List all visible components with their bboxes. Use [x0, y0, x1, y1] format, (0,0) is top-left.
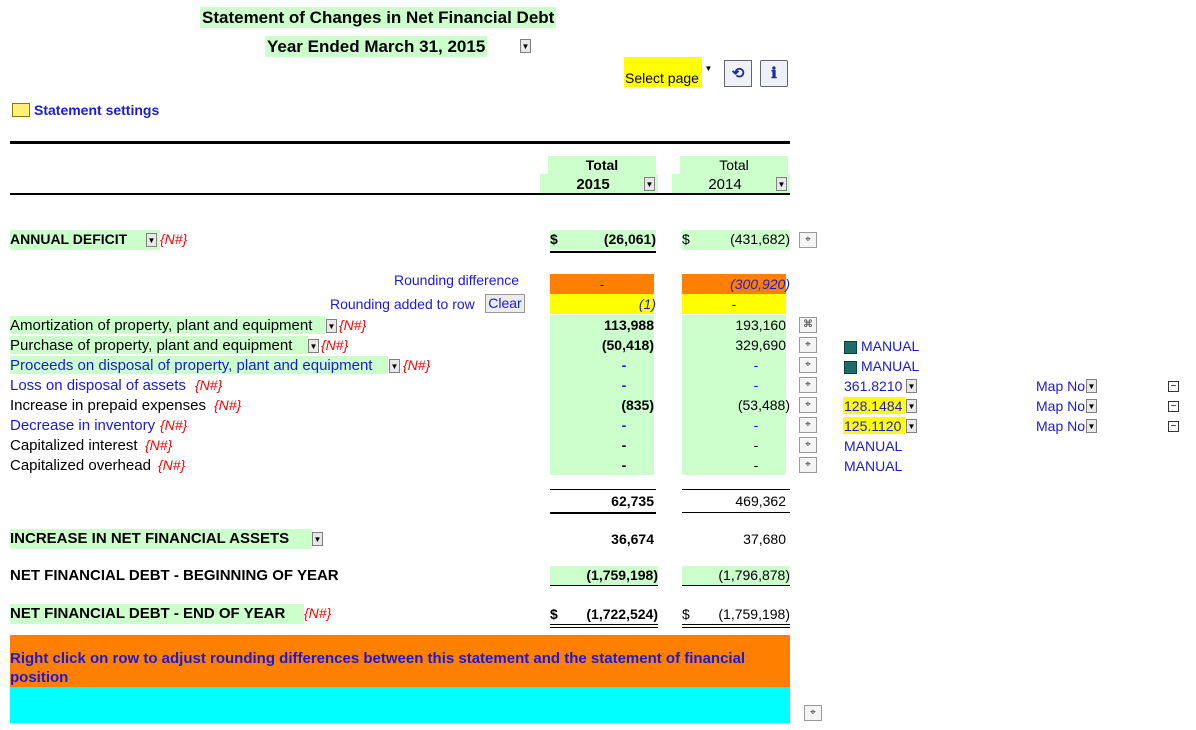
cell-button-icon[interactable]: ⌖ [799, 357, 817, 373]
row-dropdown[interactable]: ▼ [389, 359, 400, 373]
row-current: - [621, 417, 627, 433]
notice-panel [10, 635, 790, 687]
ending-label: NET FINANCIAL DEBT - END OF YEAR [10, 605, 286, 622]
manual-icon [844, 341, 857, 354]
rounding-difference-prior: (300,920) [730, 276, 790, 292]
rounding-added-current: (1) [638, 296, 656, 312]
cell-button-icon[interactable]: ⌘ [799, 317, 817, 333]
row-note-dropdown[interactable]: ▼ [906, 379, 917, 393]
cell-button-icon[interactable]: ⌖ [799, 377, 817, 393]
map-no-dropdown[interactable]: ▼ [1086, 419, 1097, 433]
row-note-code[interactable]: 128.1484 [844, 398, 903, 414]
beginning-label: NET FINANCIAL DEBT - BEGINNING OF YEAR [10, 567, 339, 584]
row-current: 113,988 [604, 317, 654, 333]
collapse-icon[interactable]: − [1168, 401, 1179, 412]
table-row-label[interactable]: Proceeds on disposal of property, plant and equipment [10, 357, 373, 374]
collapse-icon[interactable]: − [1168, 421, 1179, 432]
row-note[interactable] [844, 358, 919, 374]
row-tag: {N#} [339, 317, 367, 333]
increase-dropdown[interactable]: ▼ [312, 532, 323, 546]
rounding-added-prior: - [731, 296, 737, 312]
col-current-title: Total [585, 157, 619, 173]
cell-button-icon[interactable]: ⌖ [804, 705, 822, 721]
rounding-added-label: Rounding added to row [330, 296, 475, 312]
table-row-label[interactable]: Capitalized interest [10, 437, 138, 454]
refresh-icon[interactable]: ⟲ [724, 60, 752, 87]
increase-prior: 37,680 [743, 531, 786, 547]
cell-button-icon[interactable]: ⌖ [799, 337, 817, 353]
row-note-text: MANUAL [861, 358, 920, 374]
map-no-label[interactable]: Map No [1036, 398, 1086, 414]
select-page-dropdown[interactable]: ▼ [704, 64, 713, 73]
period-dropdown[interactable]: ▼ [520, 39, 531, 53]
collapse-icon[interactable]: − [1168, 381, 1179, 392]
subtotal-prior-rule [682, 489, 790, 490]
ending-current: (1,722,524) [586, 606, 658, 622]
annual-deficit-prior: (431,682) [730, 231, 790, 247]
header-rule [10, 193, 790, 195]
annual-deficit-current-dollar: $ [550, 231, 558, 247]
row-prior: - [753, 457, 759, 473]
row-current: - [621, 437, 627, 453]
ending-current-underline-2 [550, 627, 658, 628]
cell-button-icon[interactable]: ⌖ [799, 417, 817, 433]
subtotal-current-underline [550, 512, 656, 514]
subtotal-prior: 469,362 [735, 493, 786, 509]
row-prior: - [753, 437, 759, 453]
annual-deficit-current-underline [550, 251, 656, 253]
ending-prior-underline-1 [682, 624, 790, 625]
top-rule [10, 141, 790, 144]
cell-button-icon[interactable]: ⌖ [799, 397, 817, 413]
row-note-code[interactable]: 361.8210 [844, 378, 903, 394]
annual-deficit-label: ANNUAL DEFICIT [10, 231, 128, 247]
select-page-box[interactable] [624, 57, 702, 87]
row-tag: {N#} [321, 337, 349, 353]
page-title: Statement of Changes in Net Financial Debt [202, 8, 555, 27]
table-row-label[interactable]: Loss on disposal of assets [10, 377, 186, 394]
row-tag: {N#} [160, 417, 188, 433]
row-note[interactable]: MANUAL [844, 438, 903, 454]
cell-button-icon[interactable]: ⌖ [799, 457, 817, 473]
annual-deficit-current: (26,061) [603, 231, 656, 247]
row-prior: 329,690 [735, 337, 786, 353]
annual-deficit-dropdown[interactable]: ▼ [146, 233, 157, 247]
col-prior-year: 2014 [708, 176, 742, 193]
row-current: - [621, 457, 627, 473]
annual-deficit-prior-dollar: $ [682, 231, 690, 247]
col-current-year: 2015 [576, 176, 610, 193]
row-tag: {N#} [145, 437, 173, 453]
row-prior: (53,488) [737, 397, 790, 413]
row-prior: - [753, 377, 759, 393]
row-current: - [621, 357, 627, 373]
rounding-difference-current: - [599, 276, 605, 292]
subtotal-current: 62,735 [611, 493, 654, 509]
map-no-dropdown[interactable]: ▼ [1086, 379, 1097, 393]
ending-prior: (1,759,198) [718, 606, 790, 622]
manual-icon [844, 361, 857, 374]
row-dropdown[interactable]: ▼ [308, 339, 319, 353]
table-row-label[interactable]: Amortization of property, plant and equipment [10, 317, 313, 334]
map-no-label[interactable]: Map No [1036, 378, 1086, 394]
subtotal-prior-underline [682, 512, 790, 513]
table-row-label[interactable]: Purchase of property, plant and equipment [10, 337, 293, 354]
row-current: (50,418) [601, 337, 654, 353]
col-prior-dropdown[interactable]: ▼ [776, 177, 787, 191]
clear-button[interactable]: Clear [485, 294, 525, 313]
table-row-label[interactable]: Capitalized overhead [10, 457, 151, 474]
cell-button-icon[interactable]: ⌖ [799, 232, 817, 248]
rounding-difference-label: Rounding difference [394, 272, 520, 288]
beginning-current: (1,759,198) [586, 567, 658, 583]
row-note-dropdown[interactable]: ▼ [906, 419, 917, 433]
ending-current-underline-1 [550, 624, 658, 625]
row-note-dropdown[interactable]: ▼ [906, 399, 917, 413]
info-icon[interactable]: ℹ [760, 60, 788, 87]
row-note-text: MANUAL [861, 338, 920, 354]
period-title [265, 36, 487, 57]
beginning-current-underline [550, 585, 658, 586]
row-current: (835) [621, 397, 654, 413]
row-note-code[interactable]: 125.1120 [844, 418, 902, 434]
row-tag: {N#} [195, 377, 223, 393]
row-tag: {N#} [158, 457, 186, 473]
row-prior: - [753, 417, 759, 433]
row-tag: {N#} [403, 357, 431, 373]
subtotal-current-rule [550, 489, 656, 490]
beginning-prior: (1,796,878) [718, 567, 790, 583]
row-prior: 193,160 [735, 317, 786, 333]
beginning-prior-underline [682, 585, 790, 586]
table-row-label[interactable]: Increase in prepaid expenses [10, 397, 206, 414]
ending-prior-dollar: $ [682, 606, 690, 622]
row-note[interactable] [844, 338, 919, 354]
row-dropdown[interactable]: ▼ [326, 319, 337, 333]
increase-label: INCREASE IN NET FINANCIAL ASSETS [10, 530, 290, 547]
cell-button-icon[interactable]: ⌖ [799, 437, 817, 453]
row-note[interactable]: MANUAL [844, 458, 903, 474]
col-prior-title: Total [719, 157, 749, 173]
statement-settings-link[interactable]: Statement settings [34, 102, 160, 118]
cyan-panel [10, 687, 790, 723]
period-label: Year Ended March 31, 2015 [267, 37, 486, 56]
annual-deficit-tag: {N#} [160, 231, 188, 247]
notice-text: Right click on row to adjust rounding differences between this statement and the statement of financial position [10, 650, 746, 686]
row-prior: - [753, 357, 759, 373]
select-page-label: Select page [625, 70, 699, 86]
col-current-dropdown[interactable]: ▼ [644, 177, 655, 191]
row-current: - [621, 377, 627, 393]
ending-prior-underline-2 [682, 627, 790, 628]
folder-icon[interactable] [12, 103, 30, 117]
map-no-label[interactable]: Map No [1036, 418, 1086, 434]
increase-current: 36,674 [611, 531, 654, 547]
ending-tag: {N#} [304, 605, 332, 621]
map-no-dropdown[interactable]: ▼ [1086, 399, 1097, 413]
row-tag: {N#} [214, 397, 242, 413]
table-row-label[interactable]: Decrease in inventory [10, 417, 156, 434]
ending-current-dollar: $ [550, 606, 558, 622]
